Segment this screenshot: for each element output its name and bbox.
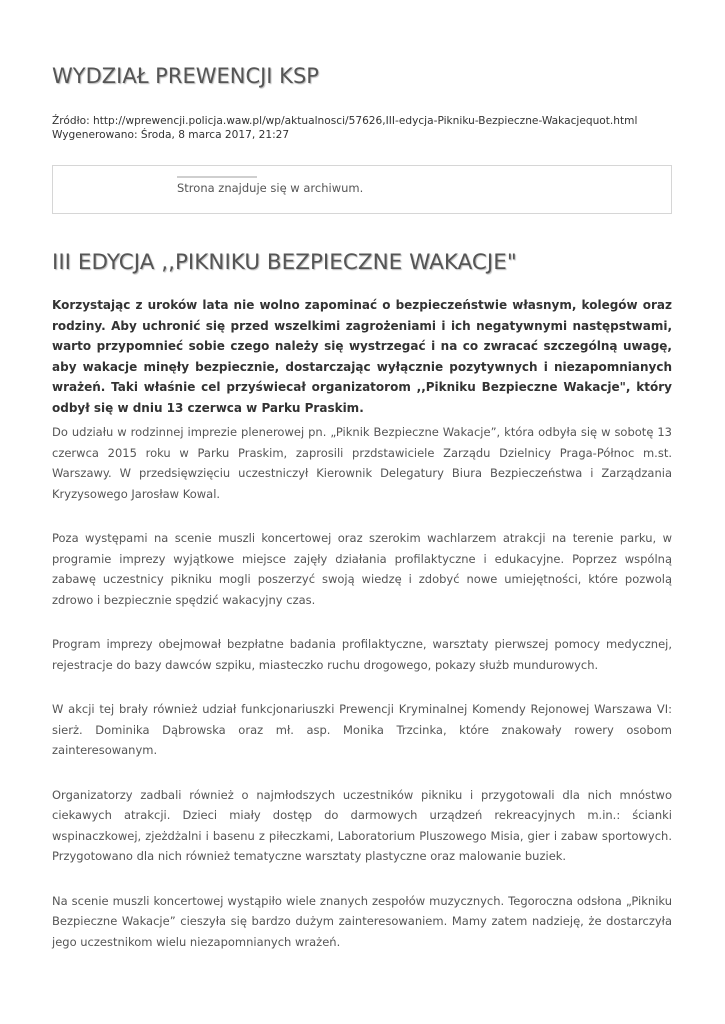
article-paragraph: Organizatorzy zadbali również o najmłodszych uczestników pikniku i przygotowali dla nich mnóstwo ciekawych atrakcji. Dzieci miały dostęp do darmowych urządzeń rekreacyjnych m.in.: ścianki wspinaczkowej, zjeżdżalni i basenu z piłeczkami, Laboratorium Pluszowego Misia, gier i zabaw sportowych. Przygotowano dla nich również tematyczne warsztaty plastyczne oraz malowanie buziek. bbox=[52, 787, 672, 863]
article-title: III EDYCJA ,,PIKNIKU BEZPIECZNE WAKACJE" bbox=[52, 250, 517, 275]
archive-notice-divider bbox=[177, 176, 257, 178]
generated-line: Wygenerowano: Środa, 8 marca 2017, 21:27 bbox=[52, 129, 290, 141]
archive-notice-text: Strona znajduje się w archiwum. bbox=[177, 181, 364, 195]
source-line: Źródło: http://wprewencji.policja.waw.pl/wp/aktualnosci/57626,III-edycja-Pikniku-Bezpieczne-Wakacjequot.html bbox=[52, 115, 638, 127]
article-paragraph: W akcji tej brały również udział funkcjonariuszki Prewencji Kryminalnej Komendy Rejonowej Warszawa VI: sierż. Dominika Dąbrowska oraz mł. asp. Monika Trzcinka, które znakowały rowery osobom zainteresowanym. bbox=[52, 702, 672, 757]
article-paragraph: Na scenie muszli koncertowej wystąpiło wiele znanych zespołów muzycznych. Tegoroczna odsłona „Pikniku Bezpieczne Wakacje” cieszyła się bardzo dużym zainteresowaniem. Mamy zatem nadzieję, że dostarczyła jego uczestnikom wielu niezapomnianych wrażeń. bbox=[52, 893, 672, 949]
article-body bbox=[52, 295, 672, 976]
site-title: WYDZIAŁ PREWENCJI KSP bbox=[52, 64, 319, 88]
article-paragraph: Program imprezy obejmował bezpłatne badania profilaktyczne, warsztaty pierwszej pomocy medycznej, rejestracje do bazy dawców szpiku, miasteczko ruchu drogowego, pokazy służb mundurowych. bbox=[52, 637, 672, 672]
archive-notice-box bbox=[52, 165, 672, 214]
article-paragraph: Do udziału w rodzinnej imprezie plenerowej pn. „Piknik Bezpieczne Wakacje”, która odbyła się w sobotę 13 czerwca 2015 roku w Parku Praskim, zaprosili przdstawiciele Zarządu Dzielnicy Praga-Północ m.st. Warszawy. W przedsięwzięciu uczestniczył Kierownik Delegatury Biura Bezpieczeństwa i Zarządzania Kryzysowego Jarosław Kowal. bbox=[52, 425, 672, 501]
document-meta bbox=[52, 114, 637, 142]
article-paragraph: Poza występami na scenie muszli koncertowej oraz szerokim wachlarzem atrakcji na terenie parku, w programie imprezy wyjątkowe miejsce zajęły działania profilaktyczne i edukacyjne. Poprzez wspólną zabawę uczestnicy pikniku mogli poszerzyć swoją wiedzę i zdobyć nowe umiejętności, które pozwolą zdrowo i bezpiecznie spędzić wakacyjny czas. bbox=[52, 531, 672, 607]
article-lead: Korzystając z uroków lata nie wolno zapominać o bezpieczeństwie własnym, kolegów oraz rodziny. Aby uchronić się przed wszelkimi zagrożeniami i ich negatywnymi następstwami, warto przypomnieć sobie czego należy się wystrzegać i na co zwracać szczególną uwagę, aby wakacje minęły bezpiecznie, dostarczając wyłącznie pozytywnych i niezapomnianych wrażeń. Taki właśnie cel przyświecał organizatorom ,,Pikniku Bezpieczne Wakacje", który odbył się w dniu 13 czerwca w Parku Praskim. bbox=[52, 298, 672, 415]
